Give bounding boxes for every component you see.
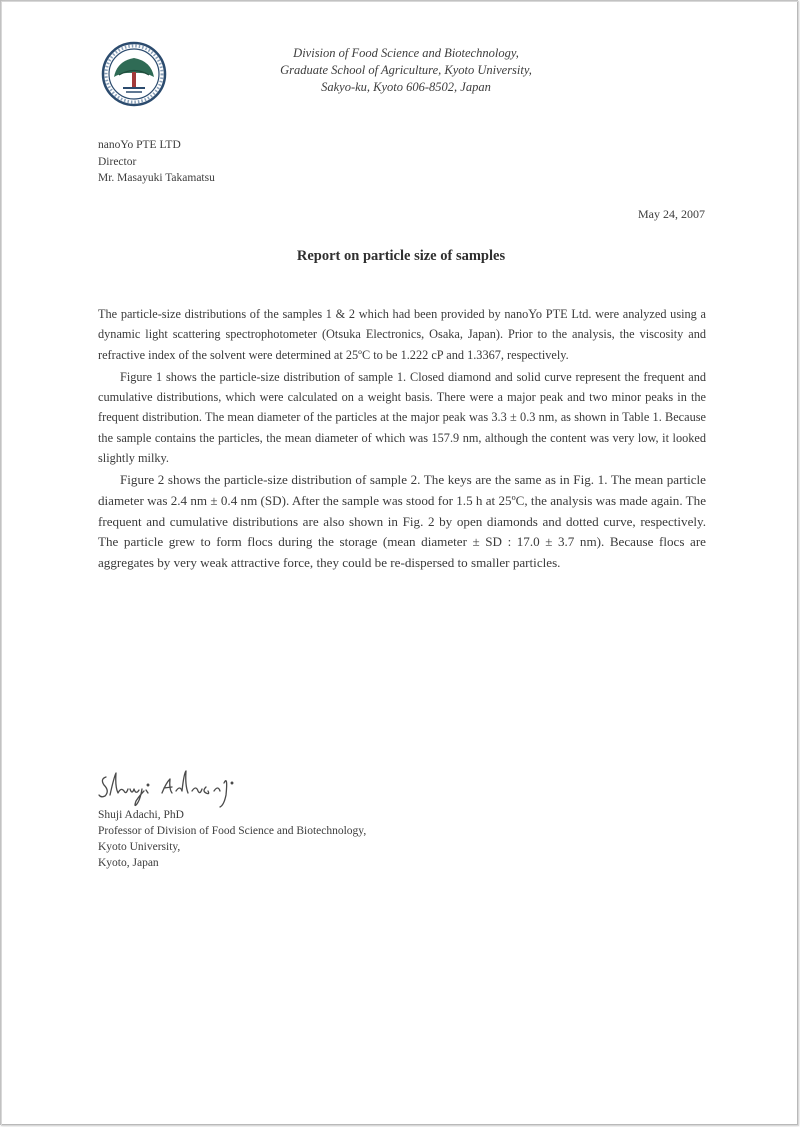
handwritten-signature (96, 765, 262, 811)
recipient-block (98, 137, 215, 187)
signer-institution: Kyoto University, (98, 841, 181, 853)
recipient-name: Mr. Masayuki Takamatsu (98, 172, 215, 184)
signer-city: Kyoto, Japan (98, 857, 159, 869)
signer-title: Professor of Division of Food Science and Biotechnology, (98, 825, 367, 837)
body-paragraph: Figure 1 shows the particle-size distribution of sample 1. Closed diamond and solid curve represent the frequent and cumulative distributions, which were calculated on a weight basis. There were a major peak and two minor peaks in the frequent distribution. The mean diameter of the particles at the major peak was 3.3 ± 0.3 nm, as shown in Table 1. Because the sample contains the particles, the mean diameter of which was 157.9 nm, although the content was very low, it looked slightly milky. (98, 369, 706, 466)
signer-name: Shuji Adachi, PhD (98, 809, 184, 821)
letterhead-line: Graduate School of Agriculture, Kyoto University, (280, 63, 532, 77)
letter-date: May 24, 2007 (638, 207, 705, 221)
report-title: Report on particle size of samples (296, 248, 506, 264)
recipient-position: Director (98, 155, 137, 168)
letterhead-address (206, 45, 606, 96)
university-seal-icon (101, 41, 167, 107)
letterhead-line: Division of Food Science and Biotechnology, (293, 46, 519, 60)
recipient-company: nanoYo PTE LTD (98, 139, 181, 151)
letterhead-line: Sakyo-ku, Kyoto 606-8502, Japan (321, 80, 491, 94)
report-body (98, 304, 706, 573)
signer-block (98, 807, 366, 871)
body-paragraph: The particle-size distributions of the samples 1 & 2 which had been provided by nanoYo PTE Ltd. were analyzed using a dynamic light scattering spectrophotometer (Otsuka Electronics, Osaka, Japan). Prior to the analysis, the viscosity and refractive index of the solvent were determined at 25ºC to be 1.222 cP and 1.3367, respectively. (98, 307, 706, 362)
body-paragraph: Figure 2 shows the particle-size distribution of sample 2. The keys are the same as in Fig. 1. The mean particle diameter was 2.4 nm ± 0.4 nm (SD). After the sample was stood for 1.5 h at 25ºC, the analysis was made again. The frequent and cumulative distributions are also shown in Fig. 2 by open diamonds and dotted curve, respectively. The particle grew to form flocs during the storage (mean diameter ± SD : 17.0 ± 3.7 nm). Because flocs are aggregates by very weak attractive force, they could be re-dispersed to smaller particles. (98, 472, 706, 570)
